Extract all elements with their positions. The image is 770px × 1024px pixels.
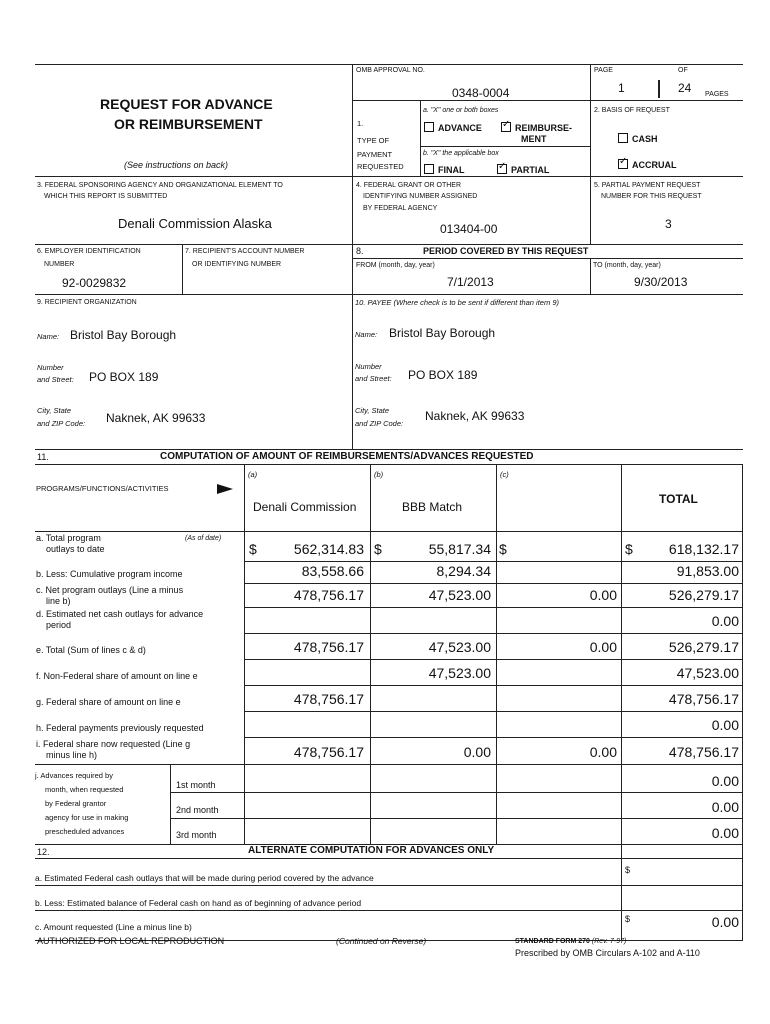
total-value[interactable]: 478,756.17 bbox=[668, 744, 739, 760]
advance-checkbox[interactable] bbox=[424, 122, 482, 133]
hint-b: b. "X" the applicable box bbox=[423, 150, 499, 157]
month-1-total[interactable]: 0.00 bbox=[711, 773, 739, 789]
divider bbox=[590, 64, 591, 176]
divider bbox=[244, 737, 743, 738]
form-title-line2: OR REIMBURSEMENT bbox=[114, 116, 263, 132]
divider bbox=[170, 818, 743, 819]
partial-payment-label: 5. PARTIAL PAYMENT REQUEST bbox=[594, 182, 701, 189]
pages-label: PAGES bbox=[705, 91, 729, 98]
employer-label: 6. EMPLOYER IDENTIFICATION bbox=[37, 248, 141, 255]
reimbursement-checkbox[interactable] bbox=[501, 122, 572, 133]
j-text-line: j. Advances required by bbox=[35, 771, 113, 780]
divider bbox=[420, 146, 590, 147]
total-value[interactable]: 618,132.17 bbox=[668, 541, 739, 557]
divider bbox=[244, 685, 743, 686]
recipient-city[interactable]: Naknek, AK 99633 bbox=[106, 411, 206, 425]
divider bbox=[420, 100, 421, 176]
payee-city-label: City, State bbox=[355, 406, 390, 415]
grant-label: 4. FEDERAL GRANT OR OTHER bbox=[356, 182, 462, 189]
checkbox-icon bbox=[424, 122, 434, 132]
divider bbox=[352, 176, 353, 244]
divider bbox=[244, 607, 743, 608]
col-b-value[interactable]: 47,523.00 bbox=[428, 639, 491, 655]
month-2-label: 2nd month bbox=[176, 805, 219, 815]
payment-type-label: REQUESTED bbox=[357, 162, 404, 171]
col-a-value[interactable]: 562,314.83 bbox=[293, 541, 364, 557]
divider bbox=[244, 711, 743, 712]
arrow-right-icon bbox=[217, 484, 233, 494]
payee-city[interactable]: Naknek, AK 99633 bbox=[425, 409, 525, 423]
month-3-label: 3rd month bbox=[176, 830, 217, 840]
col-b-value[interactable]: 47,523.00 bbox=[428, 587, 491, 603]
recipient-account-label-line2: OR IDENTIFYING NUMBER bbox=[192, 261, 282, 268]
partial-checkbox[interactable] bbox=[497, 164, 549, 175]
divider bbox=[170, 792, 743, 793]
divider bbox=[244, 583, 743, 584]
month-3-total[interactable]: 0.00 bbox=[711, 825, 739, 841]
cash-label: CASH bbox=[632, 134, 658, 144]
divider bbox=[35, 176, 743, 177]
alternate-number: 12. bbox=[37, 847, 50, 857]
page-number: 1 bbox=[618, 81, 625, 95]
recipient-name[interactable]: Bristol Bay Borough bbox=[70, 328, 177, 342]
dollar-sign: $ bbox=[499, 541, 507, 557]
as-of-date-label: (As of date) bbox=[185, 535, 222, 542]
divider bbox=[590, 176, 591, 244]
row-label: h. Federal payments previously requested bbox=[36, 723, 204, 733]
row-label-line2: period bbox=[46, 620, 72, 630]
period-from-label: FROM (month, day, year) bbox=[356, 262, 435, 269]
col-a-value[interactable]: 83,558.66 bbox=[301, 563, 364, 579]
total-value[interactable]: 526,279.17 bbox=[668, 639, 739, 655]
payment-type-label: PAYMENT bbox=[357, 150, 393, 159]
j-text-line: prescheduled advances bbox=[45, 827, 125, 836]
divider bbox=[35, 885, 743, 886]
partial-payment-value[interactable]: 3 bbox=[665, 217, 672, 231]
total-value[interactable]: 478,756.17 bbox=[668, 691, 739, 707]
final-label: FINAL bbox=[438, 165, 465, 175]
col-b-value[interactable]: 55,817.34 bbox=[428, 541, 491, 557]
recipient-street[interactable]: PO BOX 189 bbox=[89, 370, 159, 384]
divider bbox=[35, 764, 743, 765]
authorized-text: AUTHORIZED FOR LOCAL REPRODUCTION bbox=[37, 936, 225, 946]
total-value[interactable]: 91,853.00 bbox=[676, 563, 739, 579]
grant-label-line3: BY FEDERAL AGENCY bbox=[363, 205, 438, 212]
col-a-letter: (a) bbox=[248, 470, 258, 479]
prescribed-text: Prescribed by OMB Circulars A-102 and A-110 bbox=[515, 948, 700, 958]
j-text-line: month, when requested bbox=[45, 785, 124, 794]
col-b-value[interactable]: 47,523.00 bbox=[428, 665, 491, 681]
reimburse-label-line2: MENT bbox=[521, 134, 547, 144]
cash-checkbox[interactable] bbox=[618, 133, 658, 144]
total-pages: 24 bbox=[678, 81, 692, 95]
dollar-sign: $ bbox=[374, 541, 382, 557]
omb-label: OMB APPROVAL NO. bbox=[356, 67, 425, 74]
reimburse-label: REIMBURSE- bbox=[515, 123, 573, 133]
j-text-line: agency for use in making bbox=[45, 813, 129, 822]
payment-type-number: 1. bbox=[357, 119, 364, 128]
divider bbox=[352, 258, 743, 259]
alternate-dollar-c: $ bbox=[625, 914, 631, 924]
rev-label: (Rev. 7-97) bbox=[591, 938, 627, 945]
row-label: g. Federal share of amount on line e bbox=[36, 697, 181, 707]
divider bbox=[370, 464, 371, 844]
dollar-sign: $ bbox=[625, 541, 633, 557]
continued-text: (Continued on Reverse) bbox=[336, 936, 427, 946]
col-a-value[interactable]: 478,756.17 bbox=[293, 744, 364, 760]
divider bbox=[621, 464, 622, 940]
agency-label-line2: WHICH THIS REPORT IS SUBMITTED bbox=[44, 193, 168, 200]
advance-label: ADVANCE bbox=[438, 123, 482, 133]
total-value[interactable]: 47,523.00 bbox=[676, 665, 739, 681]
row-label: a. Total program bbox=[36, 533, 101, 543]
divider bbox=[496, 464, 497, 844]
payee-name-label: Name: bbox=[355, 330, 378, 339]
recipient-name-label: Name: bbox=[37, 332, 60, 341]
col-b-value[interactable]: 0.00 bbox=[463, 744, 491, 760]
total-value[interactable]: 0.00 bbox=[711, 613, 739, 629]
divider bbox=[35, 294, 743, 295]
form-title-line1: REQUEST FOR ADVANCE bbox=[100, 96, 273, 112]
accrual-label: ACCRUAL bbox=[632, 160, 677, 170]
agency-label: 3. FEDERAL SPONSORING AGENCY AND ORGANIZATIONAL ELEMENT TO bbox=[37, 182, 283, 189]
alternate-dollar-a: $ bbox=[625, 865, 631, 875]
col-b-value[interactable]: 8,294.34 bbox=[436, 563, 491, 579]
checkbox-icon bbox=[618, 133, 628, 143]
col-a-value[interactable]: 478,756.17 bbox=[293, 691, 364, 707]
payment-type-label: TYPE OF bbox=[357, 136, 390, 145]
col-b-name: BBB Match bbox=[402, 500, 463, 514]
recipient-account-label: 7. RECIPIENT'S ACCOUNT NUMBER bbox=[185, 248, 305, 255]
basis-label: 2. BASIS OF REQUEST bbox=[594, 107, 670, 114]
divider bbox=[35, 858, 743, 859]
checked-checkbox-icon bbox=[618, 159, 628, 169]
standard-form-text bbox=[515, 938, 626, 945]
alternate-row-c-value[interactable]: 0.00 bbox=[711, 914, 739, 930]
payee-name[interactable]: Bristol Bay Borough bbox=[389, 326, 496, 340]
col-c-value[interactable]: 0.00 bbox=[589, 587, 617, 603]
row-label: b. Less: Cumulative program income bbox=[36, 569, 183, 579]
payee-street[interactable]: PO BOX 189 bbox=[408, 368, 478, 382]
month-2-total[interactable]: 0.00 bbox=[711, 799, 739, 815]
col-c-value[interactable]: 0.00 bbox=[589, 639, 617, 655]
month-1-label: 1st month bbox=[176, 780, 216, 790]
divider bbox=[35, 531, 743, 532]
total-header: TOTAL bbox=[659, 492, 698, 506]
divider bbox=[35, 464, 743, 465]
partial-payment-label-line2: NUMBER FOR THIS REQUEST bbox=[601, 193, 702, 200]
employer-label-line2: NUMBER bbox=[44, 261, 75, 268]
col-c-letter: (c) bbox=[500, 470, 509, 479]
final-checkbox[interactable] bbox=[424, 164, 465, 175]
computation-number: 11. bbox=[37, 452, 49, 462]
period-title: PERIOD COVERED BY THIS REQUEST bbox=[423, 246, 589, 256]
divider bbox=[35, 910, 743, 911]
row-label-line2: outlays to date bbox=[46, 544, 105, 554]
recipient-city-label-line2: and ZIP Code: bbox=[37, 419, 86, 428]
col-a-value[interactable]: 478,756.17 bbox=[293, 639, 364, 655]
period-number: 8. bbox=[356, 246, 364, 256]
j-text-line: by Federal grantor bbox=[45, 799, 107, 808]
divider bbox=[590, 258, 591, 294]
divider bbox=[35, 244, 743, 245]
divider bbox=[244, 464, 245, 844]
alternate-title: ALTERNATE COMPUTATION FOR ADVANCES ONLY bbox=[248, 845, 495, 856]
partial-label: PARTIAL bbox=[511, 165, 550, 175]
period-from-value[interactable]: 7/1/2013 bbox=[447, 275, 494, 289]
row-label: c. Net program outlays (Line a minus bbox=[36, 585, 184, 595]
page-label: PAGE bbox=[594, 67, 613, 74]
total-value[interactable]: 526,279.17 bbox=[668, 587, 739, 603]
page-separator bbox=[658, 80, 660, 98]
alternate-row-a: a. Estimated Federal cash outlays that will be made during period covered by the advance bbox=[35, 873, 374, 883]
row-label: d. Estimated net cash outlays for advance bbox=[36, 609, 204, 619]
recipient-city-label: City, State bbox=[37, 406, 72, 415]
checked-checkbox-icon bbox=[497, 164, 507, 174]
dollar-sign: $ bbox=[249, 541, 257, 557]
payee-city-label-line2: and ZIP Code: bbox=[355, 419, 404, 428]
row-label-line2: line b) bbox=[46, 596, 71, 606]
omb-number: 0348-0004 bbox=[452, 86, 510, 100]
divider bbox=[742, 464, 743, 940]
divider bbox=[170, 764, 171, 844]
divider bbox=[244, 561, 743, 562]
see-instructions: (See instructions on back) bbox=[124, 160, 229, 170]
divider bbox=[182, 244, 183, 294]
checkbox-icon bbox=[424, 164, 434, 174]
divider bbox=[352, 64, 353, 176]
agency-value[interactable]: Denali Commission Alaska bbox=[118, 216, 272, 231]
col-a-value[interactable]: 478,756.17 bbox=[293, 587, 364, 603]
hint-a: a. "X" one or both boxes bbox=[423, 107, 499, 114]
divider bbox=[244, 633, 743, 634]
divider bbox=[244, 659, 743, 660]
total-value[interactable]: 0.00 bbox=[711, 717, 739, 733]
col-a-name: Denali Commission bbox=[253, 500, 357, 514]
alternate-row-b: b. Less: Estimated balance of Federal cash on hand as of beginning of advance period bbox=[35, 898, 362, 908]
divider bbox=[352, 244, 353, 449]
row-label-line2: minus line h) bbox=[46, 750, 98, 760]
row-label: i. Federal share now requested (Line g bbox=[36, 739, 191, 749]
alternate-row-c: c. Amount requested (Line a minus line b) bbox=[35, 922, 192, 932]
advances-required-text bbox=[35, 769, 143, 839]
grant-label-line2: IDENTIFYING NUMBER ASSIGNED bbox=[363, 193, 478, 200]
grant-value[interactable]: 013404-00 bbox=[440, 222, 498, 236]
payee-street-label-line2: and Street: bbox=[355, 374, 392, 383]
recipient-label: 9. RECIPIENT ORGANIZATION bbox=[37, 299, 137, 306]
recipient-street-label-line2: and Street: bbox=[37, 375, 74, 384]
divider bbox=[352, 100, 743, 101]
programs-label: PROGRAMS/FUNCTIONS/ACTIVITIES bbox=[36, 484, 169, 493]
col-c-value[interactable]: 0.00 bbox=[589, 744, 617, 760]
payee-label: 10. PAYEE (Where check is to be sent if different than item 9) bbox=[355, 298, 559, 307]
row-label: e. Total (Sum of lines c & d) bbox=[36, 645, 146, 655]
divider bbox=[35, 449, 743, 450]
recipient-street-label: Number bbox=[37, 363, 64, 372]
computation-title: COMPUTATION OF AMOUNT OF REIMBURSEMENTS/ADVANCES REQUESTED bbox=[160, 451, 534, 462]
accrual-checkbox[interactable] bbox=[618, 159, 677, 170]
period-to-label: TO (month, day, year) bbox=[593, 262, 661, 269]
standard-form-label: STANDARD FORM 270 bbox=[515, 938, 590, 945]
payee-street-label: Number bbox=[355, 362, 382, 371]
of-label: OF bbox=[678, 67, 688, 74]
employer-value[interactable]: 92-0029832 bbox=[62, 276, 127, 290]
checked-checkbox-icon bbox=[501, 122, 511, 132]
col-b-letter: (b) bbox=[374, 470, 384, 479]
top-border bbox=[35, 64, 743, 65]
period-to-value[interactable]: 9/30/2013 bbox=[634, 275, 688, 289]
row-label: f. Non-Federal share of amount on line e bbox=[36, 671, 198, 681]
